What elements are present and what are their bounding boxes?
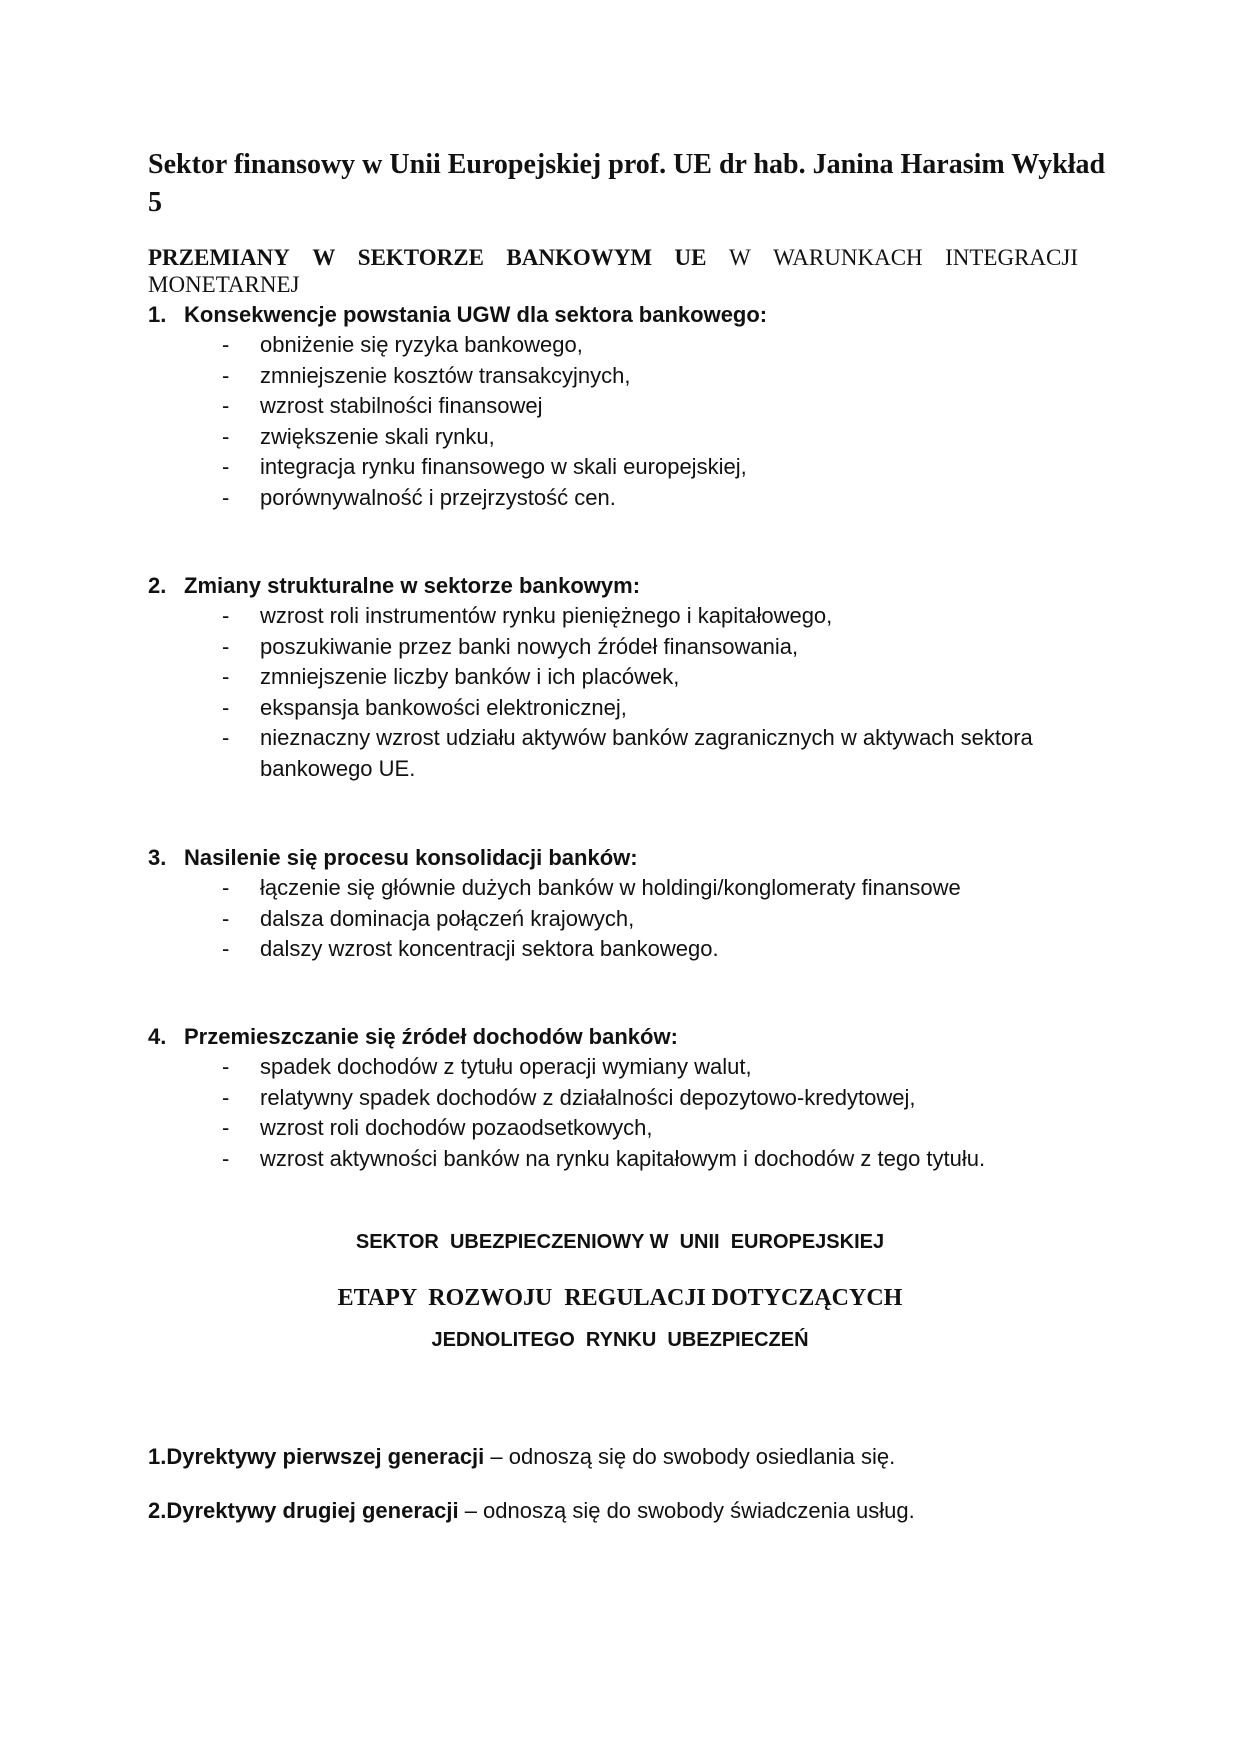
heading-word: UE xyxy=(674,245,707,270)
section-number: 4. xyxy=(148,1024,167,1049)
list-item-text: dalsza dominacja połączeń krajowych, xyxy=(260,905,635,931)
list-item xyxy=(148,662,1108,693)
bullet-marker: - xyxy=(222,694,230,720)
section-heading xyxy=(148,571,1108,601)
heading-word: BANKOWYM xyxy=(506,245,653,270)
bullet-marker: - xyxy=(222,936,230,961)
list-item-text: relatywny spadek dochodów z działalności depozytowo-kredytowej, xyxy=(260,1084,916,1110)
list-item-text: nieznaczny wzrost udziału aktywów banków zagranicznych w aktywach sektora bankowego UE. xyxy=(260,725,1033,781)
list-item xyxy=(148,1144,1108,1175)
bullet-marker: - xyxy=(222,454,230,479)
heading-word: WARUNKACH xyxy=(773,245,923,270)
directive-label: 2.Dyrektywy drugiej generacji xyxy=(148,1498,459,1523)
list-item-text: obniżenie się ryzyka bankowego, xyxy=(260,332,583,357)
heading-word: SEKTORZE xyxy=(357,245,484,270)
insurance-sector-heading: SEKTOR UBEZPIECZENIOWY W UNII EUROPEJSKIEJ xyxy=(355,1231,885,1253)
directive-first-generation xyxy=(148,1442,1108,1472)
bullet-marker: - xyxy=(222,393,230,418)
list-item xyxy=(148,391,1108,422)
section-title: Zmiany strukturalne w sektorze bankowym: xyxy=(184,573,641,598)
bullet-marker: - xyxy=(222,905,230,931)
bullet-marker: - xyxy=(222,1115,230,1140)
directive-text: – odnoszą się do swobody osiedlania się. xyxy=(484,1444,896,1469)
list-item-text: wzrost roli dochodów pozaodsetkowych, xyxy=(260,1115,653,1140)
list-item-text: zwiększenie skali rynku, xyxy=(260,423,495,449)
section-2 xyxy=(148,571,1108,784)
list-item xyxy=(148,483,1108,514)
document-title: Sektor finansowy w Unii Europejskiej prof. UE dr hab. Janina Harasim Wykład 5 xyxy=(148,149,1106,218)
section-heading-line2: MONETARNEJ xyxy=(148,272,300,297)
list-item xyxy=(148,601,1108,632)
list-item-text: spadek dochodów z tytułu operacji wymiany walut, xyxy=(260,1054,752,1079)
list-item xyxy=(148,1083,1108,1114)
bullet-list xyxy=(148,330,1108,513)
bullet-list xyxy=(148,873,1108,965)
section-4 xyxy=(148,1022,1108,1174)
list-item-text: ekspansja bankowości elektronicznej, xyxy=(260,694,627,720)
directive-second-generation xyxy=(148,1496,1108,1526)
list-item xyxy=(148,632,1108,663)
list-item xyxy=(148,723,1108,784)
bullet-marker: - xyxy=(222,423,230,449)
regulation-stages-heading: ETAPY ROZWOJU REGULACJI DOTYCZĄCYCH xyxy=(337,1285,903,1311)
list-item xyxy=(148,422,1108,453)
bullet-marker: - xyxy=(222,1054,230,1079)
list-item xyxy=(148,934,1108,965)
section-heading xyxy=(148,843,1108,873)
section-title: Przemieszczanie się źródeł dochodów banków: xyxy=(184,1024,678,1049)
list-item-text: integracja rynku finansowego w skali europejskiej, xyxy=(260,454,747,479)
bullet-marker: - xyxy=(222,603,230,628)
heading-word: W xyxy=(728,245,751,270)
section-3 xyxy=(148,843,1108,965)
section-title: Konsekwencje powstania UGW dla sektora bankowego: xyxy=(184,302,768,327)
bullet-marker: - xyxy=(222,633,230,659)
section-number: 3. xyxy=(148,845,167,870)
list-item xyxy=(148,904,1108,935)
bullet-marker: - xyxy=(222,332,230,357)
bullet-marker: - xyxy=(222,362,230,388)
list-item-text: porównywalność i przejrzystość cen. xyxy=(260,484,616,510)
bullet-marker: - xyxy=(222,484,230,510)
heading-word: PRZEMIANY xyxy=(148,245,290,270)
heading-word: W xyxy=(312,245,336,270)
directive-label: 1.Dyrektywy pierwszej generacji xyxy=(148,1444,485,1469)
list-item-text: zmniejszenie liczby banków i ich placówek, xyxy=(260,664,680,689)
list-item-text: poszukiwanie przez banki nowych źródeł finansowania, xyxy=(260,633,799,659)
list-item-text: zmniejszenie kosztów transakcyjnych, xyxy=(260,362,631,388)
heading-word: INTEGRACJI xyxy=(945,245,1078,270)
list-item-text: dalszy wzrost koncentracji sektora bankowego. xyxy=(260,936,719,961)
section-heading xyxy=(148,300,1108,330)
list-item xyxy=(148,693,1108,724)
list-item xyxy=(148,330,1108,361)
list-item-text: wzrost aktywności banków na rynku kapitałowym i dochodów z tego tytułu. xyxy=(260,1145,986,1171)
bullet-marker: - xyxy=(222,664,230,689)
section-number: 1. xyxy=(148,302,167,327)
list-item xyxy=(148,873,1108,904)
list-item xyxy=(148,1052,1108,1083)
list-item-text: wzrost roli instrumentów rynku pieniężnego i kapitałowego, xyxy=(260,603,833,628)
section-heading-line1 xyxy=(148,244,1078,271)
section-title: Nasilenie się procesu konsolidacji banków: xyxy=(184,845,638,870)
bullet-list xyxy=(148,1052,1108,1174)
directive-text: – odnoszą się do swobody świadczenia usług. xyxy=(458,1498,915,1523)
section-heading xyxy=(148,1022,1108,1052)
list-item xyxy=(148,452,1108,483)
bullet-marker: - xyxy=(222,725,230,750)
bullet-list xyxy=(148,601,1108,784)
list-item-text: wzrost stabilności finansowej xyxy=(260,393,543,418)
section-number: 2. xyxy=(148,573,167,598)
bullet-marker: - xyxy=(222,875,230,900)
bullet-marker: - xyxy=(222,1084,230,1110)
section-1 xyxy=(148,300,1108,513)
list-item xyxy=(148,361,1108,392)
list-item xyxy=(148,1113,1108,1144)
section-heading-banking xyxy=(148,244,1078,298)
bullet-marker: - xyxy=(222,1145,230,1171)
list-item-text: łączenie się głównie dużych banków w holdingi/konglomeraty finansowe xyxy=(260,875,961,900)
single-market-heading: JEDNOLITEGO RYNKU UBEZPIECZEŃ xyxy=(431,1329,809,1351)
